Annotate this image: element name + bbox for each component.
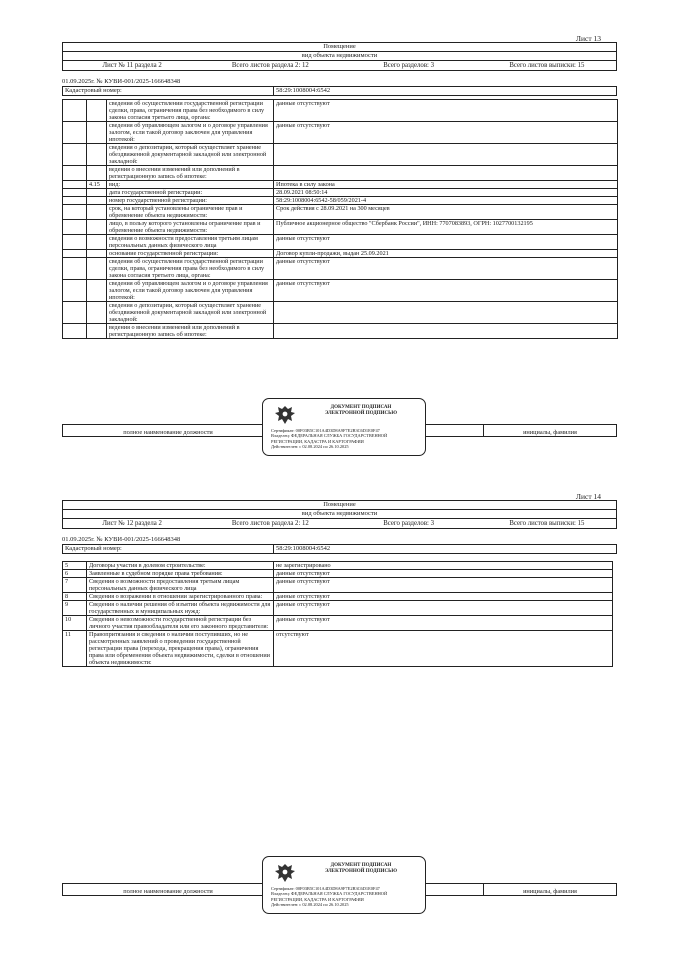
row-number: 9 <box>63 601 87 616</box>
table-row <box>63 280 618 302</box>
table-row <box>63 562 613 570</box>
coat-of-arms-icon <box>271 861 299 885</box>
row-label: Сведения о возможности предоставления третьим лицам персональных данных физического лица <box>87 578 274 593</box>
encumbrance-table <box>62 99 618 339</box>
sheet-14 <box>0 470 697 960</box>
cadastral-number: 58:29:1008004:6542 <box>276 87 331 94</box>
document-number: 01.09.2025г. № КУВИ-001/2025-166648348 <box>62 78 181 85</box>
row-number: 6 <box>63 570 87 578</box>
row-value: Договор купли-продажи, выдан 25.09.2021 <box>274 250 618 258</box>
row-label: сведения об осуществлении государственной регистрации сделки, права, ограничения права без необходимого в силу закона согласия третьего лица, органа: <box>107 258 274 280</box>
outer-index-cell <box>63 302 87 324</box>
object-type-caption: вид объекта недвижимости <box>63 52 616 61</box>
outer-index-cell <box>63 235 87 250</box>
row-number <box>87 166 107 181</box>
document-info <box>62 77 617 96</box>
row-label: ведения о внесении изменений или дополнений в регистрационную запись об ипотеке: <box>107 166 274 181</box>
coat-of-arms-icon <box>271 403 299 427</box>
outer-index-cell <box>63 144 87 166</box>
row-label: сведения об осуществлении государственной регистрации сделки, права, ограничения права без необходимого в силу закона согласия третьего лица, органа: <box>107 100 274 122</box>
row-number <box>87 302 107 324</box>
row-number <box>87 197 107 205</box>
table-row <box>63 324 618 339</box>
table-row <box>63 220 618 235</box>
sections-total: Всего разделов: 3 <box>383 520 435 527</box>
row-number: 10 <box>63 616 87 631</box>
outer-index-cell <box>63 181 87 189</box>
row-label: Правопритязания и сведения о наличии поступивших, но не рассмотренных заявлений о проведении государственной регистрации права (перехода, прекращения права), ограничения права или обременения объекта недвижимости, сделки в отношении объекта недвижимости: <box>87 631 274 667</box>
row-value: данные отсутствуют <box>274 258 618 280</box>
sheet-counters <box>63 61 616 70</box>
row-value: данные отсутствуют <box>274 280 618 302</box>
table-row <box>63 166 618 181</box>
row-label: номер государственной регистрации: <box>107 197 274 205</box>
outer-index-cell <box>63 205 87 220</box>
document-info <box>62 535 617 554</box>
row-value: данные отсутствуют <box>274 593 613 601</box>
outer-index-cell <box>63 122 87 144</box>
e-signature-stamp <box>262 398 426 456</box>
sheet-of-section: Лист № 12 раздела 2 <box>102 520 162 527</box>
row-value: данные отсутствуют <box>274 122 618 144</box>
outer-index-cell <box>63 280 87 302</box>
row-value <box>274 144 618 166</box>
table-row <box>63 570 613 578</box>
row-number <box>87 280 107 302</box>
table-row <box>63 631 613 667</box>
cadastral-row <box>62 86 617 96</box>
row-label: сведения о депозитарии, который осуществляет хранение обездвиженной документарной закладной или электронной закладной: <box>107 144 274 166</box>
cadastral-number: 58:29:1008004:6542 <box>276 545 331 552</box>
table-row <box>63 205 618 220</box>
row-label: вид: <box>107 181 274 189</box>
row-number <box>87 250 107 258</box>
table-row <box>63 189 618 197</box>
table-row <box>63 144 618 166</box>
row-number <box>87 189 107 197</box>
row-label: сведения о депозитарии, который осуществляет хранение обездвиженной документарной закладной или электронной закладной: <box>107 302 274 324</box>
row-label: Договоры участия в долевом строительстве: <box>87 562 274 570</box>
row-label: основание государственной регистрации: <box>107 250 274 258</box>
table-row <box>63 250 618 258</box>
object-type-caption: вид объекта недвижимости <box>63 510 616 519</box>
table-row <box>63 601 613 616</box>
row-number <box>87 205 107 220</box>
row-label: сведения об управляющем залогом и о договоре управления залогом, если такой договор заключен для управления ипотекой: <box>107 280 274 302</box>
row-label: Сведения о невозможности государственной регистрации без личного участия правообладателя или его законного представителя: <box>87 616 274 631</box>
row-number <box>87 324 107 339</box>
initials-label: инициалы, фамилия <box>484 884 617 896</box>
row-value: данные отсутствуют <box>274 570 613 578</box>
row-value: данные отсутствуют <box>274 235 618 250</box>
row-value <box>274 324 618 339</box>
row-label: сведения о возможности предоставления третьим лицам персональных данных физического лица <box>107 235 274 250</box>
outer-index-cell <box>63 258 87 280</box>
document-number: 01.09.2025г. № КУВИ-001/2025-166648348 <box>62 536 181 543</box>
initials-label: инициалы, фамилия <box>484 425 617 437</box>
row-number <box>87 258 107 280</box>
cadastral-label: Кадастровый номер: <box>63 545 274 553</box>
table-row <box>63 197 618 205</box>
row-number: 8 <box>63 593 87 601</box>
object-type: Помещение <box>63 43 616 52</box>
table-row <box>63 181 618 189</box>
outer-index-cell <box>63 197 87 205</box>
position-label: полное наименование должности <box>63 884 274 896</box>
row-value: Срок действия с 28.09.2021 на 300 месяцев <box>274 205 618 220</box>
table-row <box>63 235 618 250</box>
section-header <box>62 42 617 71</box>
sheet-of-section: Лист № 11 раздела 2 <box>102 62 162 69</box>
claims-table <box>62 561 613 667</box>
row-value: данные отсутствуют <box>274 100 618 122</box>
cadastral-row <box>62 544 617 554</box>
table-row <box>63 578 613 593</box>
extract-sheet-total: Всего листов выписки: 15 <box>509 520 585 527</box>
row-number <box>87 235 107 250</box>
sheet-13 <box>0 0 697 470</box>
row-number <box>87 100 107 122</box>
row-number: 11 <box>63 631 87 667</box>
sections-total: Всего разделов: 3 <box>383 62 435 69</box>
table-row <box>63 100 618 122</box>
table-row <box>63 616 613 631</box>
cadastral-label: Кадастровый номер: <box>63 87 274 95</box>
stamp-details: Сертификат: 00F03B5C101A4D3D8A9F7E2B3C6D1E0F47 Владелец: ФЕДЕРАЛЬНАЯ СЛУЖБА ГОСУДАРСТВЕННОЙ РЕГИСТРАЦИИ, КАДАСТРА И КАРТОГРАФИИ Действителен: с 02.08.2024 по 26.10.2025 <box>271 428 388 450</box>
table-row <box>63 302 618 324</box>
row-label: Сведения о наличии решения об изъятии объекта недвижимости для государственных и муниципальных нужд: <box>87 601 274 616</box>
row-value: не зарегистрировано <box>274 562 613 570</box>
e-signature-stamp <box>262 856 426 914</box>
section-header <box>62 500 617 529</box>
row-value: отсутствуют <box>274 631 613 667</box>
row-number <box>87 122 107 144</box>
row-label: сведения об управляющем залогом и о договоре управления залогом, если такой договор заключен для управления ипотекой: <box>107 122 274 144</box>
row-label: лицо, в пользу которого установлены ограничение прав и обременение объекта недвижимости: <box>107 220 274 235</box>
outer-index-cell <box>63 100 87 122</box>
sheet-counters <box>63 519 616 528</box>
sheet-number: Лист 13 <box>575 34 601 43</box>
row-value: данные отсутствуют <box>274 616 613 631</box>
stamp-details: Сертификат: 00F03B5C101A4D3D8A9F7E2B3C6D1E0F47 Владелец: ФЕДЕРАЛЬНАЯ СЛУЖБА ГОСУДАРСТВЕННОЙ РЕГИСТРАЦИИ, КАДАСТРА И КАРТОГРАФИИ Действителен: с 02.08.2024 по 26.10.2025 <box>271 886 388 908</box>
table-row <box>63 258 618 280</box>
table-row <box>63 593 613 601</box>
row-number: 5 <box>63 562 87 570</box>
stamp-title: ДОКУМЕНТ ПОДПИСАН ЭЛЕКТРОННОЙ ПОДПИСЬЮ <box>324 405 398 416</box>
position-label: полное наименование должности <box>63 425 274 437</box>
stamp-title: ДОКУМЕНТ ПОДПИСАН ЭЛЕКТРОННОЙ ПОДПИСЬЮ <box>324 863 398 874</box>
table-row <box>63 122 618 144</box>
row-label: Сведения о возражении в отношении зарегистрированного права: <box>87 593 274 601</box>
object-type: Помещение <box>63 501 616 510</box>
outer-index-cell <box>63 250 87 258</box>
row-value <box>274 166 618 181</box>
outer-index-cell <box>63 166 87 181</box>
sheet-number: Лист 14 <box>575 492 601 501</box>
row-value: Публичное акционерное общество "Сбербанк России", ИНН: 7707083893, ОГРН: 1027700132195 <box>274 220 618 235</box>
row-value: 28.09.2021 08:50:14 <box>274 189 618 197</box>
row-number: 4.15 <box>87 181 107 189</box>
section-sheet-total: Всего листов раздела 2: 12 <box>231 62 309 69</box>
row-label: срок, на который установлены ограничение прав и обременение объекта недвижимости: <box>107 205 274 220</box>
section-sheet-total: Всего листов раздела 2: 12 <box>231 520 309 527</box>
outer-index-cell <box>63 220 87 235</box>
row-label: Заявленные в судебном порядке права требования: <box>87 570 274 578</box>
row-value <box>274 302 618 324</box>
row-value: данные отсутствуют <box>274 578 613 593</box>
row-label: дата государственной регистрации: <box>107 189 274 197</box>
row-value: Ипотека в силу закона <box>274 181 618 189</box>
row-label: ведения о внесении изменений или дополнений в регистрационную запись об ипотеке: <box>107 324 274 339</box>
row-value: данные отсутствуют <box>274 601 613 616</box>
outer-index-cell <box>63 324 87 339</box>
row-number <box>87 220 107 235</box>
row-value: 58:29:1008004:6542-58/059/2021-4 <box>274 197 618 205</box>
row-number <box>87 144 107 166</box>
extract-sheet-total: Всего листов выписки: 15 <box>509 62 585 69</box>
row-number: 7 <box>63 578 87 593</box>
outer-index-cell <box>63 189 87 197</box>
